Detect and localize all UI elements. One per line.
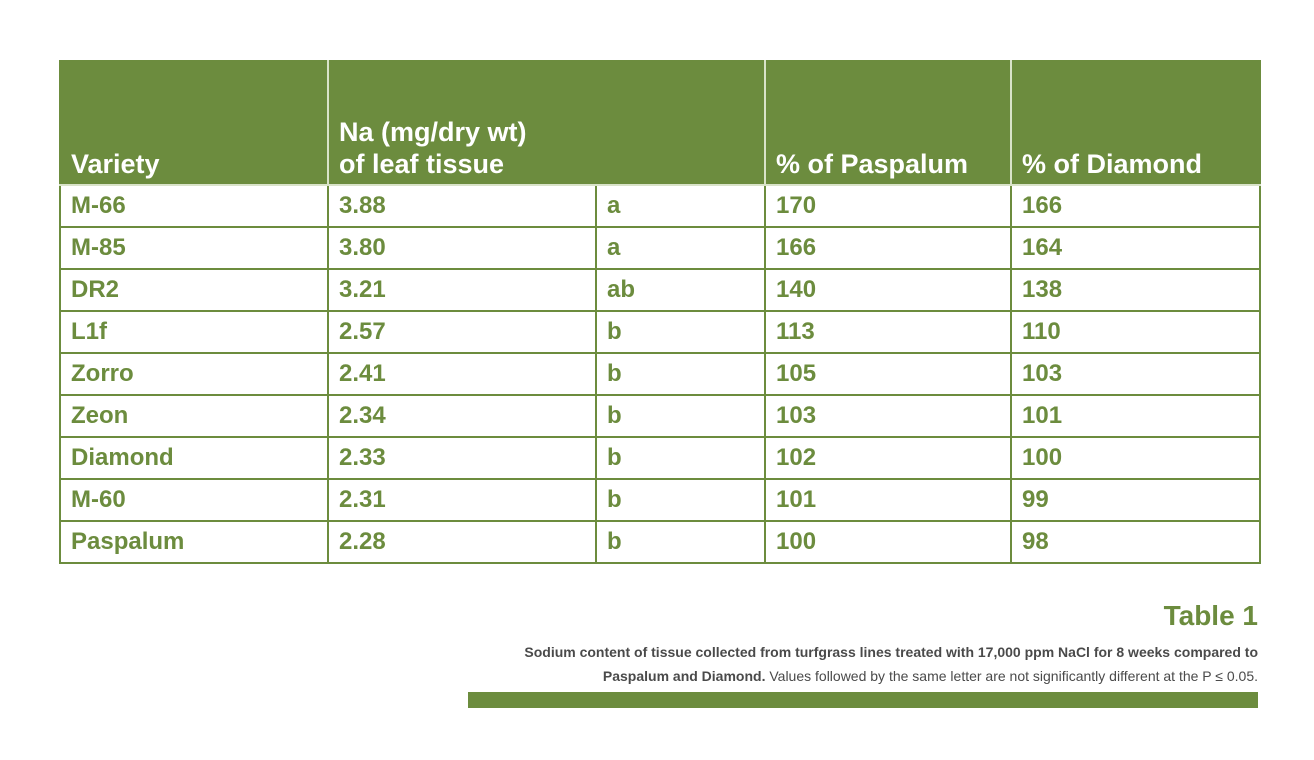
- header-pct-paspalum: % of Paspalum: [765, 61, 1011, 185]
- cell-pct-paspalum: 113: [765, 311, 1011, 353]
- cell-variety: Diamond: [60, 437, 328, 479]
- cell-variety: L1f: [60, 311, 328, 353]
- cell-pct-diamond: 98: [1011, 521, 1260, 563]
- table-row: [60, 269, 1260, 311]
- header-variety: Variety: [60, 61, 328, 185]
- table-row: [60, 185, 1260, 227]
- cell-na: 2.34: [328, 395, 596, 437]
- cell-pct-diamond: 138: [1011, 269, 1260, 311]
- cell-variety: M-60: [60, 479, 328, 521]
- sodium-content-table: [59, 60, 1261, 564]
- table-row: [60, 521, 1260, 563]
- cell-na: 2.33: [328, 437, 596, 479]
- table-row: [60, 353, 1260, 395]
- cell-pct-paspalum: 100: [765, 521, 1011, 563]
- cell-pct-diamond: 103: [1011, 353, 1260, 395]
- cell-pct-diamond: 166: [1011, 185, 1260, 227]
- footer-accent-bar: [468, 692, 1258, 708]
- cell-pct-diamond: 110: [1011, 311, 1260, 353]
- cell-pct-paspalum: 170: [765, 185, 1011, 227]
- cell-pct-diamond: 100: [1011, 437, 1260, 479]
- cell-pct-diamond: 99: [1011, 479, 1260, 521]
- cell-na: 3.21: [328, 269, 596, 311]
- cell-na: 2.41: [328, 353, 596, 395]
- cell-na: 2.31: [328, 479, 596, 521]
- cell-significance: b: [596, 311, 765, 353]
- cell-variety: Zeon: [60, 395, 328, 437]
- table-header-row: [60, 61, 1260, 185]
- cell-pct-paspalum: 105: [765, 353, 1011, 395]
- cell-na: 2.57: [328, 311, 596, 353]
- cell-variety: Paspalum: [60, 521, 328, 563]
- cell-significance: a: [596, 185, 765, 227]
- cell-na: 3.88: [328, 185, 596, 227]
- cell-pct-paspalum: 166: [765, 227, 1011, 269]
- table-row: [60, 311, 1260, 353]
- cell-pct-paspalum: 103: [765, 395, 1011, 437]
- cell-significance: b: [596, 395, 765, 437]
- table-caption-title: Table 1: [1163, 600, 1258, 631]
- table-row: [60, 479, 1260, 521]
- table-row: [60, 437, 1260, 479]
- cell-pct-paspalum: 140: [765, 269, 1011, 311]
- header-pct-diamond: % of Diamond: [1011, 61, 1260, 185]
- cell-na: 3.80: [328, 227, 596, 269]
- cell-pct-diamond: 164: [1011, 227, 1260, 269]
- caption-normal-text: Values followed by the same letter are not significantly different at the P ≤ 0.05.: [765, 668, 1258, 684]
- cell-significance: b: [596, 521, 765, 563]
- table-body: [60, 185, 1260, 563]
- cell-pct-paspalum: 101: [765, 479, 1011, 521]
- header-na-line1: Na (mg/dry wt): [339, 117, 527, 147]
- table-caption-text: [458, 640, 1258, 688]
- cell-significance: a: [596, 227, 765, 269]
- cell-variety: M-85: [60, 227, 328, 269]
- cell-significance: ab: [596, 269, 765, 311]
- cell-pct-paspalum: 102: [765, 437, 1011, 479]
- cell-variety: M-66: [60, 185, 328, 227]
- cell-variety: DR2: [60, 269, 328, 311]
- cell-na: 2.28: [328, 521, 596, 563]
- caption-bold-text: Sodium content of tissue collected from turfgrass lines treated with 17,000 ppm NaCl for 8 weeks compared to Paspalum and Diamond.: [524, 644, 1258, 684]
- table-row: [60, 395, 1260, 437]
- header-na: [328, 61, 596, 185]
- cell-significance: b: [596, 437, 765, 479]
- cell-significance: b: [596, 353, 765, 395]
- header-significance: [596, 61, 765, 185]
- header-na-line2: of leaf tissue: [339, 149, 505, 179]
- cell-significance: b: [596, 479, 765, 521]
- cell-variety: Zorro: [60, 353, 328, 395]
- table-row: [60, 227, 1260, 269]
- cell-pct-diamond: 101: [1011, 395, 1260, 437]
